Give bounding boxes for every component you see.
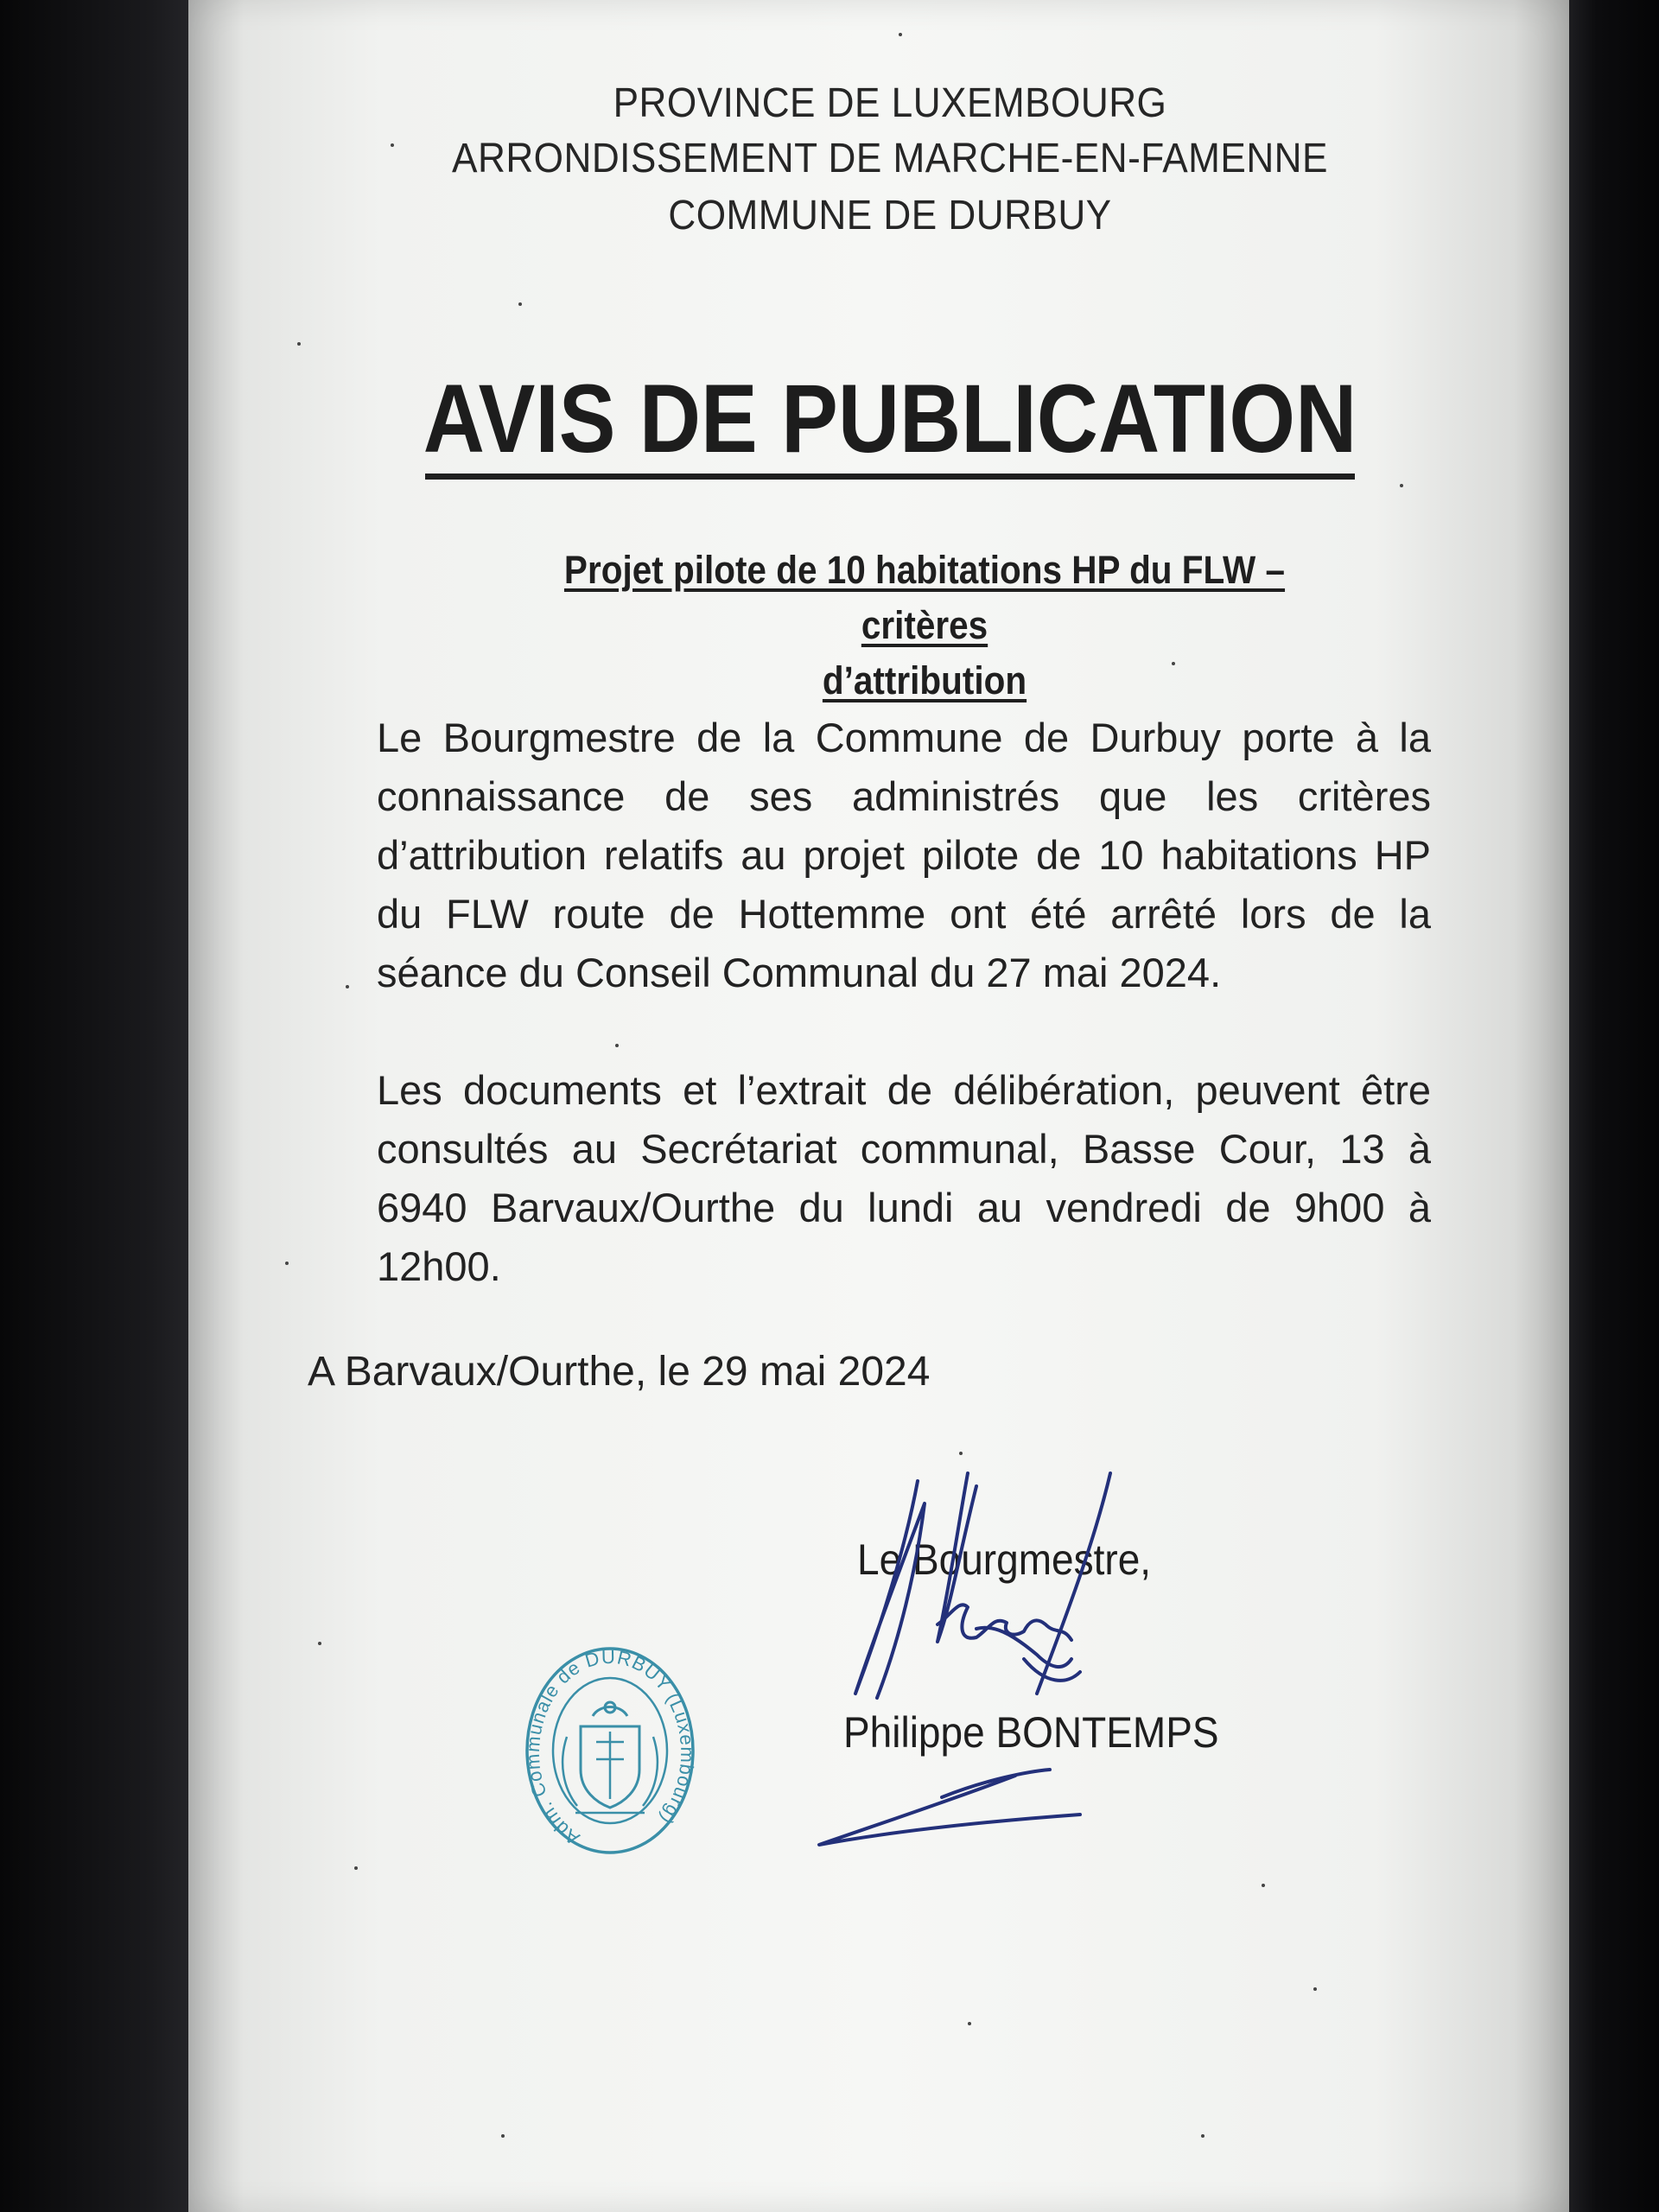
paragraph-line: connaissance de ses administrés que les critères (377, 773, 1431, 819)
header-province: PROVINCE DE LUXEMBOURG (613, 80, 1167, 126)
place-and-date: A Barvaux/Ourthe, le 29 mai 2024 (308, 1349, 931, 1395)
paragraph-line: 6940 Barvaux/Ourthe du lundi au vendredi de 9h00 à (377, 1185, 1431, 1230)
signatory-title: Le Bourgmestre, (857, 1535, 1152, 1584)
subtitle-line-2: d’attribution (822, 658, 1027, 702)
paragraph-line: Le Bourgmestre de la Commune de Durbuy porte à la (377, 715, 1431, 760)
paragraph-line: consultés au Secrétariat communal, Basse Cour, 13 à (377, 1126, 1431, 1172)
header-arrondissement: ARRONDISSEMENT DE MARCHE-EN-FAMENNE (452, 136, 1328, 181)
header-commune: COMMUNE DE DURBUY (668, 193, 1112, 238)
signatory-name: Philippe BONTEMPS (843, 1708, 1219, 1757)
paragraph-line: Les documents et l’extrait de délibération, peuvent être (377, 1067, 1431, 1113)
paragraph-line: 12h00. (377, 1243, 501, 1289)
subtitle-line-1: Projet pilote de 10 habitations HP du FLW – critères (563, 548, 1286, 647)
paragraph-line: du FLW route de Hottemme ont été arrêté lors de la (377, 891, 1431, 937)
stamp-text-path: Adm. Communale de DURBUY (Luxembourg) (521, 1645, 699, 1850)
notice-title: AVIS DE PUBLICATION (423, 365, 1357, 473)
paragraph-line: d’attribution relatifs au projet pilote de 10 habitations HP (377, 832, 1431, 878)
paragraph-line: séance du Conseil Communal du 27 mai 2024. (377, 950, 1222, 995)
handwritten-signature (819, 1473, 1110, 1845)
